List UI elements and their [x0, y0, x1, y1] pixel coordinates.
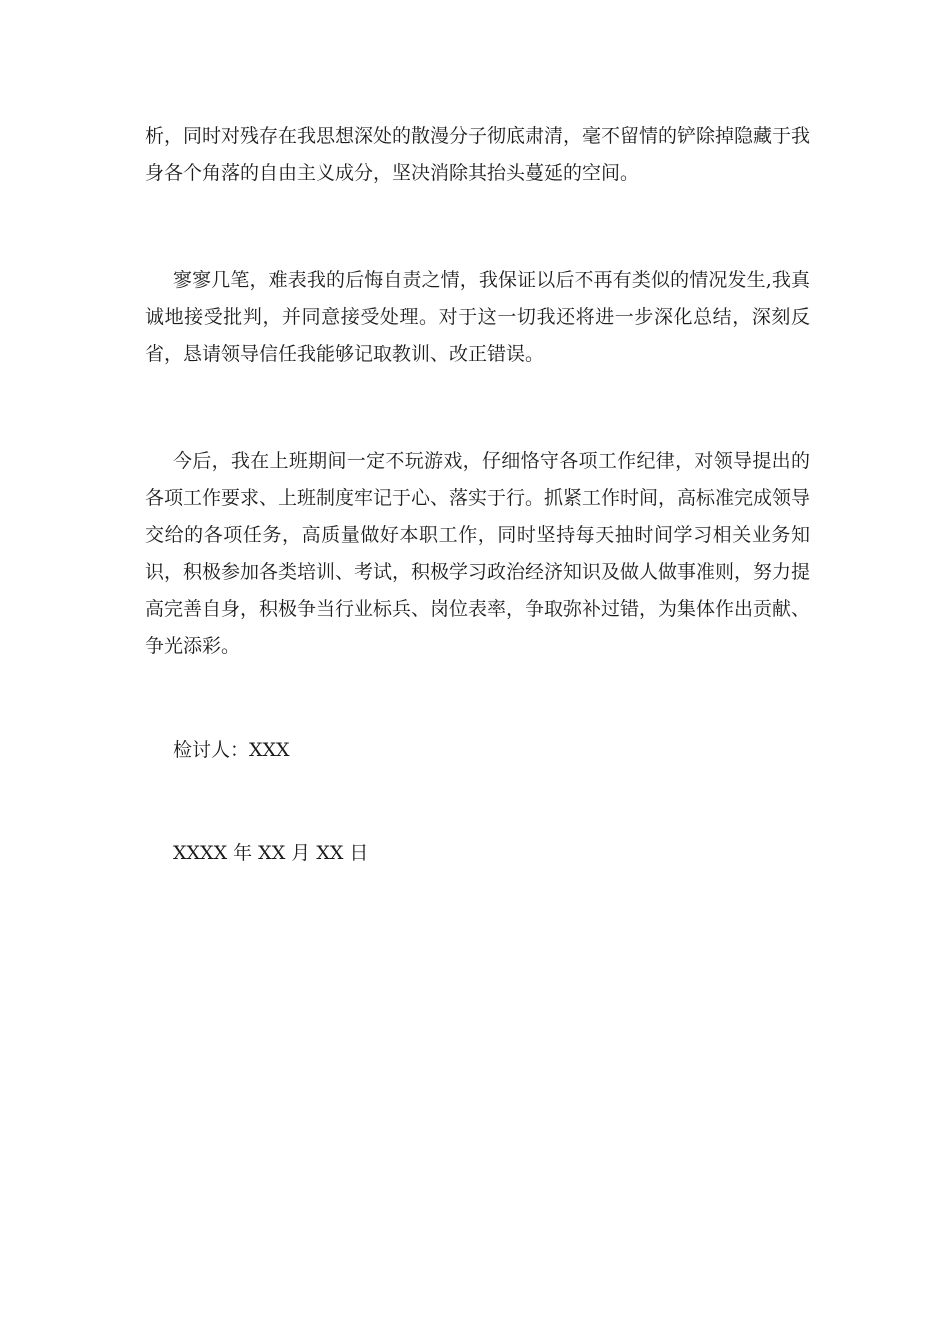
document-body [145, 118, 810, 872]
paragraph-apology: 寥寥几笔，难表我的后悔自责之情，我保证以后不再有类似的情况发生,我真诚地接受批判，并同意接受处理。对于这一切我还将进一步深化总结，深刻反省，恳请领导信任我能够记取教训、改正错误。 [145, 269, 810, 365]
paragraph-continuation: 析，同时对残存在我思想深处的散漫分子彻底肃清，毫不留情的铲除掉隐藏于我身各个角落的自由主义成分，坚决消除其抬头蔓延的空间。 [145, 125, 811, 184]
paragraph-commitment: 今后，我在上班期间一定不玩游戏，仔细恪守各项工作纪律，对领导提出的各项工作要求、上班制度牢记于心、落实于行。抓紧工作时间，高标准完成领导交给的各项任务，高质量做好本职工作，同时坚持每天抽时间学习相关业务知识，积极参加各类培训、考试，积极学习政治经济知识及做人做事准则，努力提高完善自身，积极争当行业标兵、岗位表率，争取弥补过错，为集体作出贡献、争光添彩。 [145, 450, 811, 657]
date-line: XXXX 年 XX 月 XX 日 [173, 842, 369, 864]
signer-line: 检讨人：XXX [173, 739, 290, 761]
